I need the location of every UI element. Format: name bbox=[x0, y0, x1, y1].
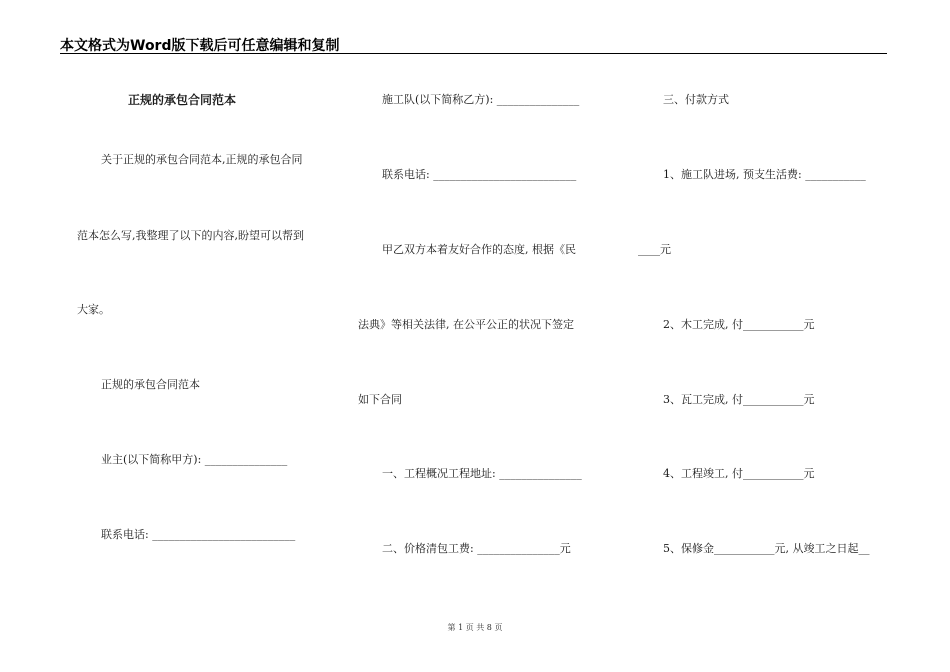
payment-line: 2、木工完成, 付___________元 bbox=[663, 318, 815, 331]
payment-line: 1、施工队进场, 预支生活费: ___________ bbox=[663, 168, 866, 181]
body-line: 关于正规的承包合同范本,正规的承包合同 bbox=[101, 153, 303, 166]
body-line: 法典》等相关法律, 在公平公正的状况下签定 bbox=[358, 318, 574, 331]
party-a-line: 业主(以下简称甲方): _______________ bbox=[101, 453, 288, 466]
page-number: 第 1 页 共 8 页 bbox=[447, 623, 503, 632]
section-heading: 二、价格清包工费: _______________元 bbox=[382, 542, 571, 555]
party-b-phone-line: 联系电话: __________________________ bbox=[382, 168, 577, 181]
payment-line: 5、保修金___________元, 从竣工之日起__ bbox=[663, 542, 870, 555]
body-line: 大家。 bbox=[77, 303, 110, 316]
party-b-line: 施工队(以下简称乙方): _______________ bbox=[382, 93, 580, 106]
party-a-phone-line: 联系电话: __________________________ bbox=[101, 528, 296, 541]
section-heading: 一、工程概况工程地址: _______________ bbox=[382, 467, 582, 480]
document-title: 正规的承包合同范本 bbox=[128, 93, 237, 107]
body-line: 甲乙双方本着友好合作的态度, 根据《民 bbox=[382, 243, 576, 256]
document-header: 本文格式为Word版下载后可任意编辑和复制 bbox=[60, 38, 340, 54]
body-line: 如下合同 bbox=[358, 393, 402, 406]
payment-line: 4、工程竣工, 付___________元 bbox=[663, 467, 815, 480]
payment-line: 3、瓦工完成, 付___________元 bbox=[663, 393, 815, 406]
payment-line: ____元 bbox=[638, 243, 671, 256]
section-heading: 三、付款方式 bbox=[663, 93, 729, 106]
body-line: 范本怎么写,我整理了以下的内容,盼望可以帮到 bbox=[77, 229, 304, 242]
body-line: 正规的承包合同范本 bbox=[101, 378, 200, 391]
header-divider bbox=[60, 53, 887, 54]
